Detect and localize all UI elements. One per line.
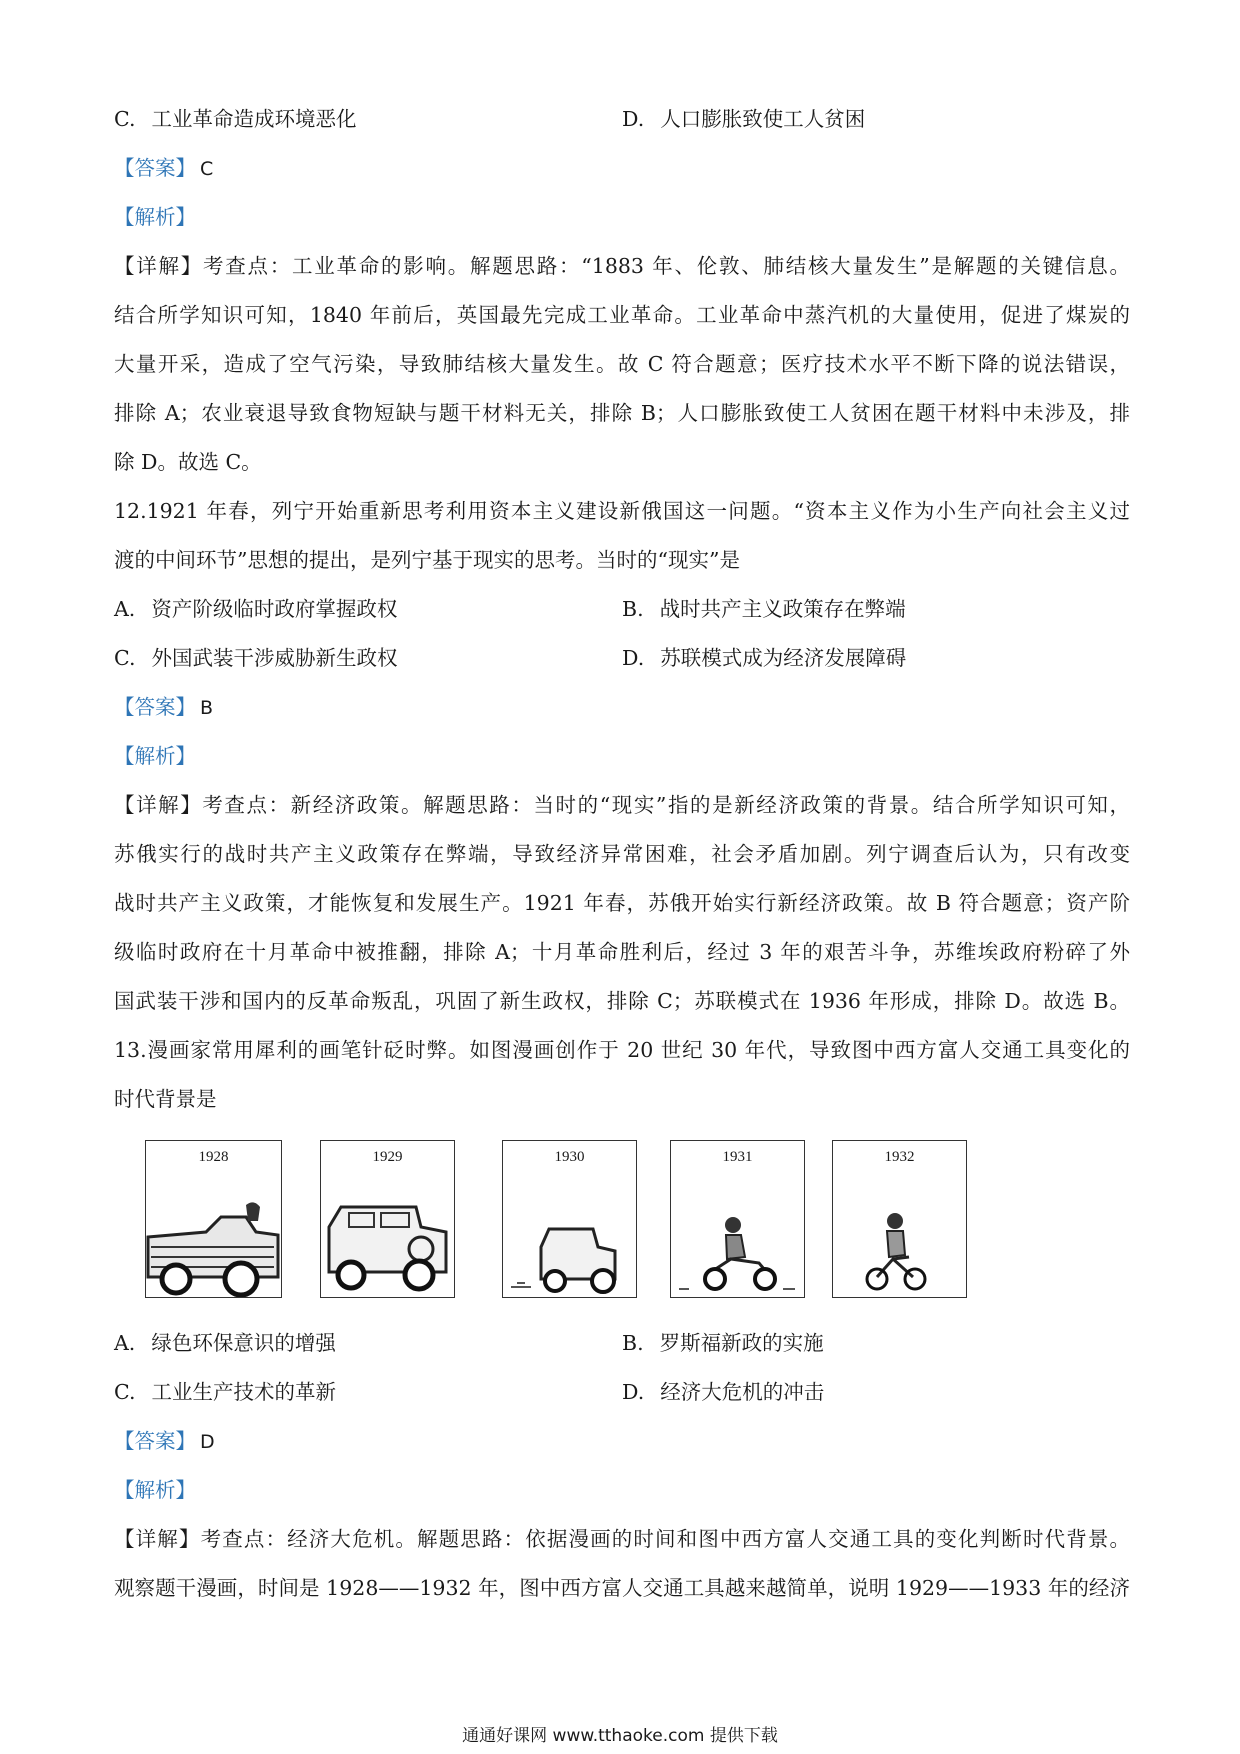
q11-answer: 【答案】 C	[114, 156, 214, 180]
q11-detail-line: 【详解】考查点：工业革命的影响。解题思路：“1883 年、伦敦、肺结核大量发生”是解题的关键信息。	[114, 254, 1130, 278]
cartoon-panel-1930: 1930	[502, 1140, 637, 1298]
q12-detail-line: 苏俄实行的战时共产主义政策存在弊端，导致经济异常困难，社会矛盾加剧。列宁调查后认为，只有改变	[114, 842, 1130, 866]
q12-detail-line: 【详解】考查点：新经济政策。解题思路：当时的“现实”指的是新经济政策的背景。结合所学知识可知，	[114, 793, 1130, 817]
q11-option-c: C. 工业革命造成环境恶化	[114, 107, 357, 131]
q12-stem-line: 渡的中间环节”思想的提出，是列宁基于现实的思考。当时的“现实”是	[114, 548, 740, 572]
q12-analysis-label: 【解析】	[114, 744, 196, 768]
q13-answer: 【答案】 D	[114, 1429, 215, 1453]
small-car-icon	[503, 1177, 635, 1297]
q11-detail-line: 结合所学知识可知，1840 年前后，英国最先完成工业革命。工业革命中蒸汽机的大量使用，促进了煤炭的	[114, 303, 1130, 327]
q12-option-a: A. 资产阶级临时政府掌握政权	[114, 597, 398, 621]
motorcycle-icon	[671, 1177, 803, 1297]
bicycle-icon	[833, 1177, 965, 1297]
q13-option-b: B. 罗斯福新政的实施	[622, 1331, 824, 1355]
q13-stem-line: 时代背景是	[114, 1087, 217, 1111]
q12-detail-line: 级临时政府在十月革命中被推翻，排除 A；十月革命胜利后，经过 3 年的艰苦斗争，苏维埃政府粉碎了外	[114, 940, 1130, 964]
q12-option-b: B. 战时共产主义政策存在弊端	[622, 597, 906, 621]
page-footer: 通通好课网 www.tthaoke.com 提供下载	[462, 1726, 778, 1746]
q13-stem-line: 13.漫画家常用犀利的画笔针砭时弊。如图漫画创作于 20 世纪 30 年代，导致图中西方富人交通工具变化的	[114, 1038, 1130, 1062]
q11-detail-line: 排除 A；农业衰退导致食物短缺与题干材料无关，排除 B；人口膨胀致使工人贫困在题干材料中未涉及，排	[114, 401, 1130, 425]
q13-detail-line: 【详解】考查点：经济大危机。解题思路：依据漫画的时间和图中西方富人交通工具的变化判断时代背景。	[114, 1527, 1131, 1551]
q12-answer: 【答案】 B	[114, 695, 214, 719]
q12-stem-line: 12.1921 年春，列宁开始重新思考利用资本主义建设新俄国这一问题。“资本主义作为小生产向社会主义过	[114, 499, 1130, 523]
cartoon-panel-1929: 1929	[320, 1140, 455, 1298]
q12-detail-line: 国武装干涉和国内的反革命叛乱，巩固了新生政权，排除 C；苏联模式在 1936 年形成，排除 D。故选 B。	[114, 989, 1130, 1013]
q13-detail-line: 观察题干漫画，时间是 1928——1932 年，图中西方富人交通工具越来越简单，说明 1929——1933 年的经济	[114, 1576, 1130, 1600]
q13-option-d: D. 经济大危机的冲击	[622, 1380, 825, 1404]
q11-detail-line: 除 D。故选 C。	[114, 450, 262, 474]
q11-option-d: D. 人口膨胀致使工人贫困	[622, 107, 866, 131]
q12-option-d: D. 苏联模式成为经济发展障碍	[622, 646, 907, 670]
cartoon-panel-1932: 1932	[832, 1140, 967, 1298]
q13-option-a: A. 绿色环保意识的增强	[114, 1331, 336, 1355]
cartoon-panel-1931: 1931	[670, 1140, 805, 1298]
q11-detail-line: 大量开采，造成了空气污染，导致肺结核大量发生。故 C 符合题意；医疗技术水平不断下降的说法错误，	[114, 352, 1130, 376]
cartoon-panel-1928: 1928	[145, 1140, 282, 1298]
q13-option-c: C. 工业生产技术的革新	[114, 1380, 336, 1404]
sedan-car-icon	[321, 1177, 453, 1297]
q12-detail-line: 战时共产主义政策，才能恢复和发展生产。1921 年春，苏俄开始实行新经济政策。故 B 符合题意；资产阶	[114, 891, 1130, 915]
q11-analysis-label: 【解析】	[114, 205, 196, 229]
q12-option-c: C. 外国武装干涉威胁新生政权	[114, 646, 398, 670]
q13-analysis-label: 【解析】	[114, 1478, 196, 1502]
luxury-car-icon	[146, 1177, 280, 1297]
